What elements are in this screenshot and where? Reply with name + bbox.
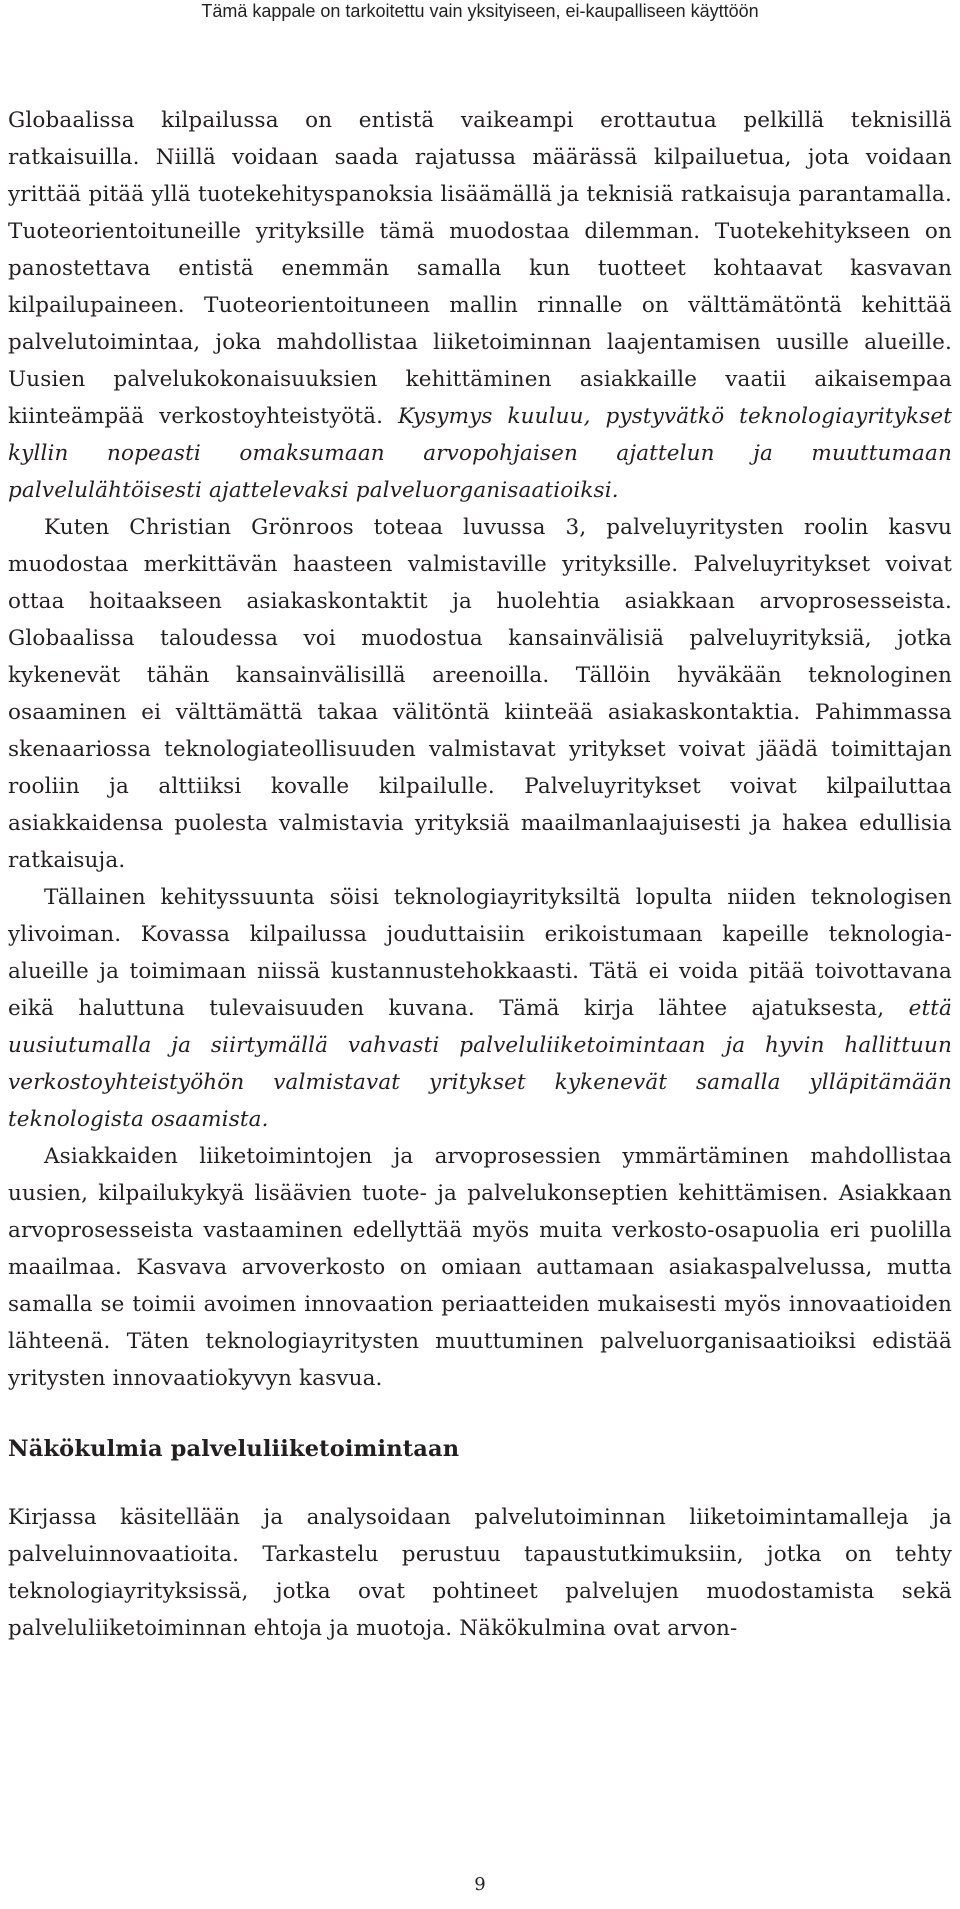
paragraph-1 bbox=[8, 102, 952, 509]
paragraph-1-italic: Kysymys kuuluu, pystyvätkö teknologiayritykset kyllin nopeasti omaksumaan arvopohjaisen ajattelun ja muuttumaan palvelulähtöisesti ajattelevaksi palveluorganisaatioiksi. bbox=[8, 404, 952, 503]
paragraph-2: Kuten Christian Grönroos toteaa luvussa 3, palveluyritysten roolin kasvu muodostaa merkittävän haasteen valmistaville yrityksille. Palveluyritykset voivat ottaa hoitaakseen asiakaskontaktit ja huolehtia asiakkaan arvoprosesseista. Globaalissa taloudessa voi muodostua kansainvälisiä palveluyrityksiä, jotka kykenevät tähän kansainvälisillä areenoilla. Tällöin hyväkään teknologinen osaaminen ei välttämättä takaa välitöntä kiinteää asiakaskontaktia. Pahimmassa skenaariossa teknologiateollisuuden valmistavat yritykset voivat jäädä toimittajan rooliin ja alttiiksi kovalle kilpailulle. Palveluyritykset voivat kilpailuttaa asiakkaidensa puolesta valmistavia yrityksiä maailmanlaajuisesti ja hakea edullisia ratkaisuja. bbox=[8, 515, 952, 873]
paragraph-5: Kirjassa käsitellään ja analysoidaan palvelutoiminnan liiketoimintamalleja ja palveluinnovaatioita. Tarkastelu perustuu tapaustutkimuksiin, jotka on tehty teknologiayrityksissä, jotka ovat pohtineet palvelujen muodostamista sekä palveluliiketoiminnan ehtoja ja muotoja. Näkökulmina ovat arvon- bbox=[8, 1505, 952, 1641]
paragraph-3 bbox=[8, 879, 952, 1138]
paragraph-3-text: Tällainen kehityssuunta söisi teknologiayrityksiltä lopulta niiden teknologisen ylivoiman. Kovassa kilpailussa jouduttaisiin erikoistumaan kapeille teknologia-alueille ja toimimaan niissä kustannustehokkaasti. Tätä ei voida pitää toivottavana eikä haluttuna tulevaisuuden kuvana. Tämä kirja lähtee ajatuksesta, bbox=[8, 885, 952, 1021]
page-body bbox=[8, 102, 952, 1647]
paragraph-1-text: Globaalissa kilpailussa on entistä vaikeampi erottautua pelkillä teknisillä ratkaisuilla. Niillä voidaan saada rajatussa määrässä kilpailuetua, jota voidaan yrittää pitää yllä tuotekehityspanoksia lisäämällä ja teknisiä ratkaisuja parantamalla. Tuoteorientoituneille yrityksille tämä muodostaa dilemman. Tuotekehitykseen on panostettava entistä enemmän samalla kun tuotteet kohtaavat kasvavan kilpailupaineen. Tuoteorientoituneen mallin rinnalle on välttämätöntä kehittää palvelutoimintaa, joka mahdollistaa liiketoiminnan laajentamisen uusille alueille. Uusien palvelukokonaisuuksien kehittäminen asiakkaille vaatii aikaisempaa kiinteämpää verkostoyhteistyötä. bbox=[8, 108, 952, 429]
paragraph-4: Asiakkaiden liiketoimintojen ja arvoprosessien ymmärtäminen mahdollistaa uusien, kilpailukykyä lisäävien tuote- ja palvelukonseptien kehittämisen. Asiakkaan arvoprosesseista vastaaminen edellyttää myös muita verkosto-osapuolia eri puolilla maailmaa. Kasvava arvoverkosto on omiaan auttamaan asiakaspalvelussa, mutta samalla se toimii avoimen innovaation periaatteiden mukaisesti myös innovaatioiden lähteenä. Täten teknologiayritysten muuttuminen palveluorganisaatioiksi edistää yritysten innovaatiokyvyn kasvua. bbox=[8, 1144, 952, 1391]
paragraph-3-italic: että uusiutumalla ja siirtymällä vahvasti palveluliiketoimintaan ja hyvin hallittuun verkostoyhteistyöhön valmistavat yritykset kykenevät samalla ylläpitämään teknologista osaamista. bbox=[8, 996, 952, 1132]
watermark-notice: Tämä kappale on tarkoitettu vain yksityiseen, ei-kaupalliseen käyttöön bbox=[201, 1, 759, 21]
section-heading: Näkökulmia palveluliiketoimintaan bbox=[8, 1436, 460, 1462]
page-number: 9 bbox=[474, 1874, 486, 1895]
